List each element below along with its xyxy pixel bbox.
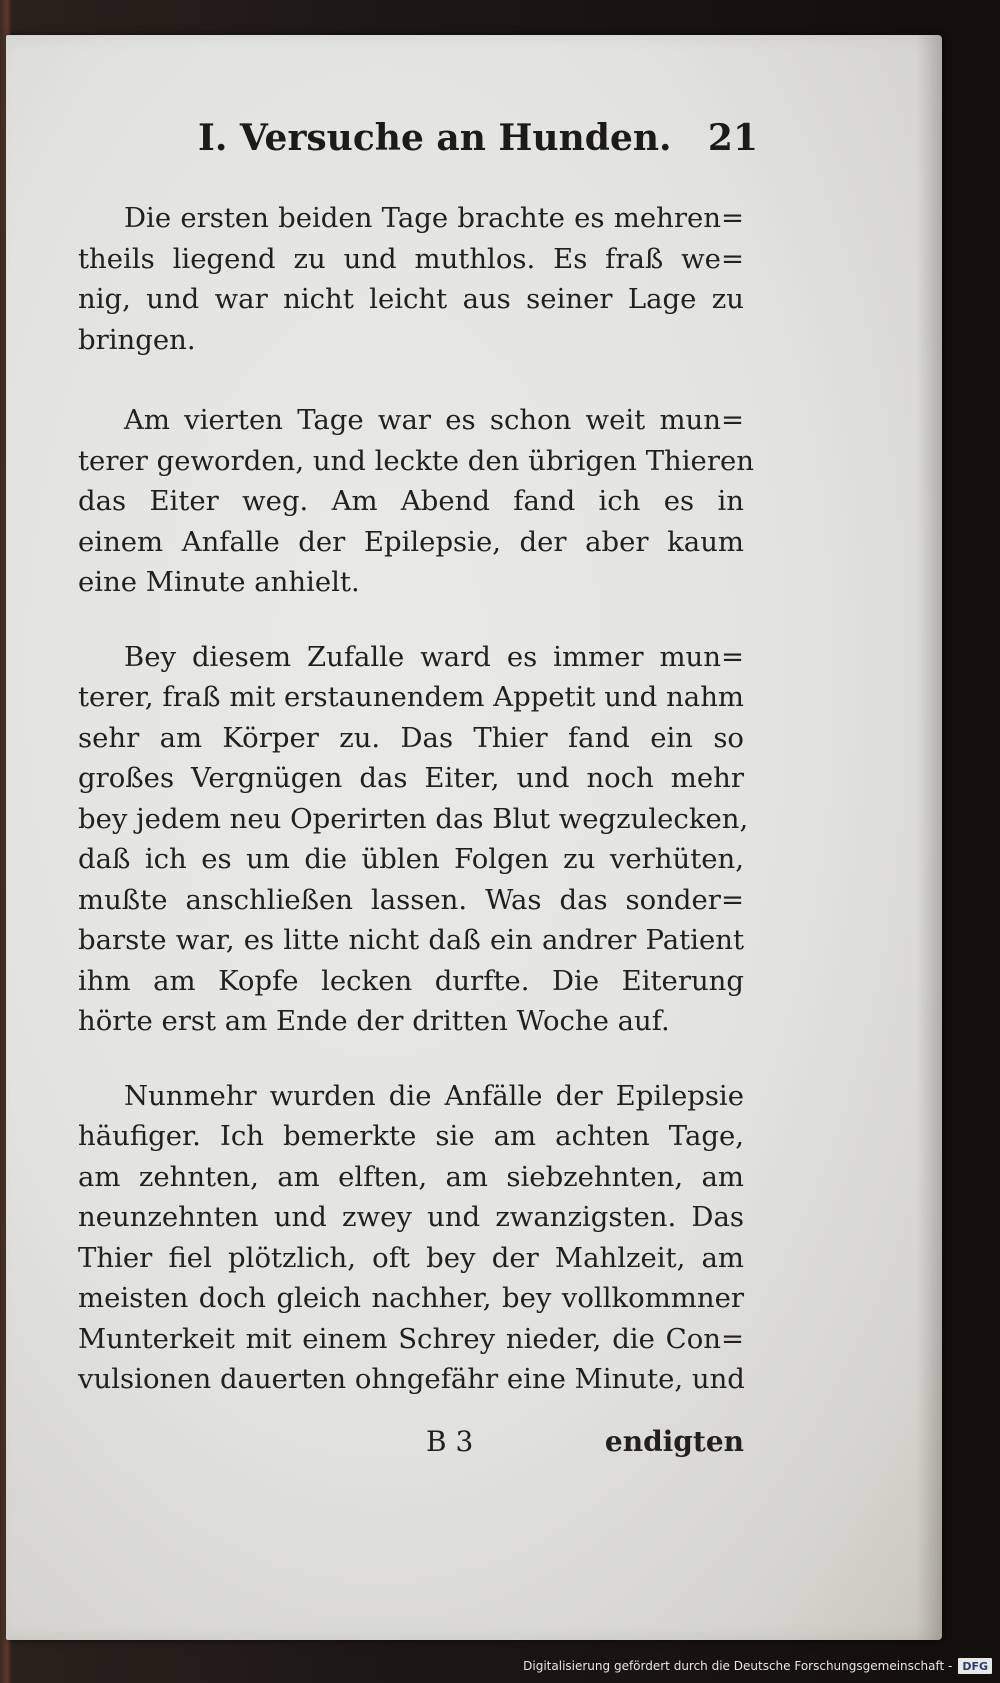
digitization-credit [523, 1655, 992, 1677]
text-line: bey jedem neu Operirten das Blut wegzulecken, [78, 802, 749, 835]
text-line: vulsionen dauerten ohngefähr eine Minute, und [78, 1363, 745, 1395]
text-line: das Eiter weg. Am Abend fand ich es in [78, 485, 744, 517]
page-number: 21 [707, 117, 758, 159]
text-line: Thier fiel plötzlich, oft bey der Mahlzeit, am [78, 1241, 744, 1274]
text-line: terer geworden, und leckte den übrigen Thieren [78, 444, 754, 477]
text-line: häufiger. Ich bemerkte sie am achten Tage, [78, 1120, 744, 1152]
paragraph-4 [78, 1076, 744, 1400]
text-line: nig, und war nicht leicht aus seiner Lage zu [78, 283, 744, 315]
text-line: mußte anschließen lassen. Was das sonder= [78, 883, 744, 916]
text-line: Bey diesem Zufalle ward es immer mun= [124, 640, 744, 673]
text-line: Nunmehr wurden die Anfälle der Epilepsie [124, 1079, 744, 1112]
paragraph-3 [78, 637, 749, 1042]
dfg-logo-icon: DFG [958, 1658, 992, 1674]
running-title: I. Versuche an Hunden. [198, 117, 672, 159]
paragraph-1 [78, 198, 744, 360]
text-line: meisten doch gleich nachher, bey vollkommner [78, 1282, 744, 1314]
text-line: Am vierten Tage war es schon weit mun= [124, 404, 744, 436]
text-line: am zehnten, am elften, am siebzehnten, am [78, 1160, 744, 1193]
catchword: endigten [604, 1425, 744, 1458]
paragraph-2 [78, 400, 754, 603]
text-line: terer, fraß mit erstaunendem Appetit und nahm [78, 681, 744, 713]
text-line: Munterkeit mit einem Schrey nieder, die Con= [78, 1322, 744, 1355]
text-line: barste war, es litte nicht daß ein andrer Patient [78, 924, 744, 956]
text-line: sehr am Körper zu. Das Thier fand ein so [78, 721, 744, 754]
text-line: einem Anfalle der Epilepsie, der aber kaum [78, 525, 744, 558]
text-line: eine Minute anhielt. [78, 566, 360, 598]
text-line: großes Vergnügen das Eiter, und noch mehr [78, 762, 744, 794]
text-line: daß ich es um die üblen Folgen zu verhüten, [78, 843, 744, 875]
text-line: bringen. [78, 323, 196, 356]
signature-mark: B 3 [426, 1425, 474, 1458]
text-line: theils liegend zu und muthlos. Es fraß we= [78, 242, 744, 275]
text-line: neunzehnten und zwey und zwanzigsten. Das [78, 1201, 744, 1233]
text-line: ihm am Kopfe lecken durfte. Die Eiterung [78, 964, 744, 997]
page-gutter-shadow [916, 35, 942, 1640]
page-header [198, 117, 758, 177]
text-line: hörte erst am Ende der dritten Woche auf. [78, 1005, 670, 1037]
page-footer [78, 1425, 744, 1465]
text-line: Die ersten beiden Tage brachte es mehren= [124, 202, 744, 234]
credit-text: Digitalisierung gefördert durch die Deutsche Forschungsgemeinschaft - [523, 1659, 953, 1673]
body-text [78, 198, 754, 1400]
